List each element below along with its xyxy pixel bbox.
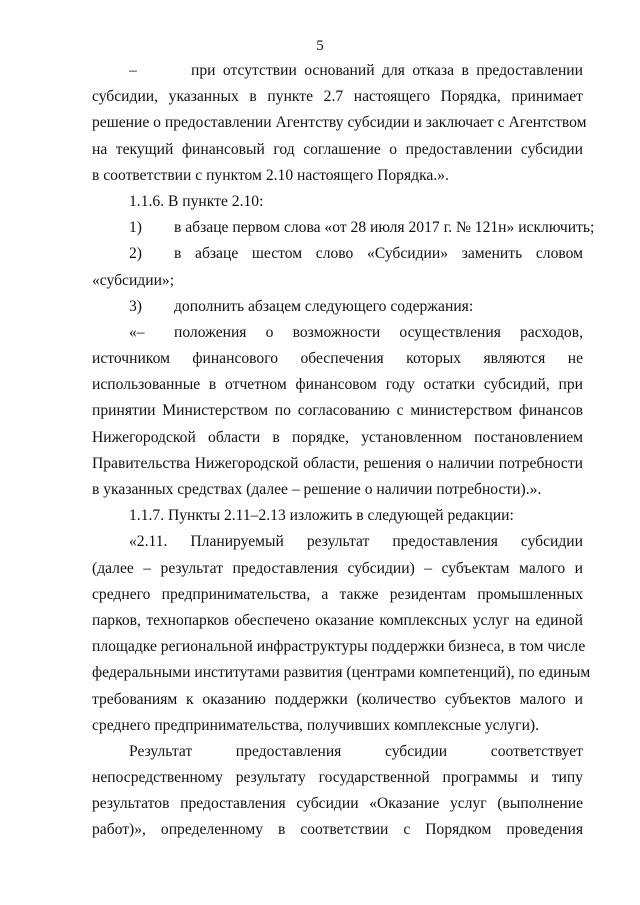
text-line: решение о предоставлении Агентству субсидии и заключает с Агентством (92, 114, 587, 132)
text-line: требованиям к оказанию поддержки (количество субъектов малого и (92, 690, 583, 708)
text-line: в соответствии с пунктом 2.10 настоящего Порядка.». (92, 166, 449, 184)
text-line: федеральными институтами развития (центрами компетенций), по единым (92, 664, 591, 682)
text-line: среднего предпринимательства, а также резидентам промышленных (92, 585, 583, 603)
line-text: в абзаце шестом слово «Субсидии» заменить словом (174, 245, 583, 263)
text-line: источником финансового обеспечения которых являются не (92, 350, 583, 368)
text-line: результатов предоставления субсидии «Оказание услуг (выполнение (92, 795, 583, 813)
text-line: Правительства Нижегородской области, решения о наличии потребности (92, 454, 583, 472)
page-number: 5 (316, 38, 324, 54)
list-number: 2) (129, 245, 142, 263)
text-line: работ)», определенному в соответствии с Порядком проведения (92, 821, 583, 839)
text-line: парков, технопарков обеспечено оказание комплексных услуг на единой (92, 611, 583, 629)
text-line (92, 294, 583, 320)
text-line: принятии Министерством по согласованию с министерством финансов (92, 402, 583, 420)
text-line: на текущий финансовый год соглашение о предоставлении субсидии (92, 140, 583, 158)
text-line: площадке региональной инфраструктуры поддержки бизнеса, в том числе (92, 638, 586, 656)
text-line: непосредственному результату государственной программы и типу (92, 769, 583, 787)
list-number: 1) (129, 219, 142, 237)
line-text: при отсутствии оснований для отказа в предоставлении (191, 62, 583, 79)
text-line: «2.11. Планируемый результат предоставления субсидии (129, 533, 583, 551)
text-line: 1.1.6. В пункте 2.10: (129, 192, 264, 210)
text-line: (далее – результат предоставления субсидии) – субъектам малого и (92, 559, 583, 577)
line-text: положения о возможности осуществления расходов, (174, 323, 583, 341)
text-line (92, 215, 595, 241)
line-text: дополнить абзацем следующего содержания: (174, 297, 474, 315)
list-dash: «– (129, 323, 145, 341)
text-line: субсидии, указанных в пункте 2.7 настоящего Порядка, принимает (92, 88, 583, 106)
text-line: Нижегородской области в порядке, установленном постановлением (92, 428, 583, 446)
text-line: Результат предоставления субсидии соответствует (129, 742, 583, 760)
text-line: среднего предпринимательства, получивших комплексные услуги). (92, 716, 540, 734)
line-text: в абзаце первом слова «от 28 июля 2017 г. № 121н» исключить; (174, 219, 595, 237)
text-line (92, 320, 583, 346)
text-line: 1.1.7. Пункты 2.11–2.13 изложить в следующей редакции: (129, 507, 514, 525)
text-line: использованные в отчетном финансовом году остатки субсидий, при (92, 376, 583, 394)
document-body (92, 58, 595, 844)
list-dash: – (129, 62, 137, 79)
text-line: в указанных средствах (далее – решение о наличии потребности).». (92, 481, 542, 498)
list-number: 3) (129, 297, 142, 315)
text-line (92, 58, 583, 84)
text-line (92, 241, 583, 267)
text-line: «субсидии»; (92, 271, 175, 289)
